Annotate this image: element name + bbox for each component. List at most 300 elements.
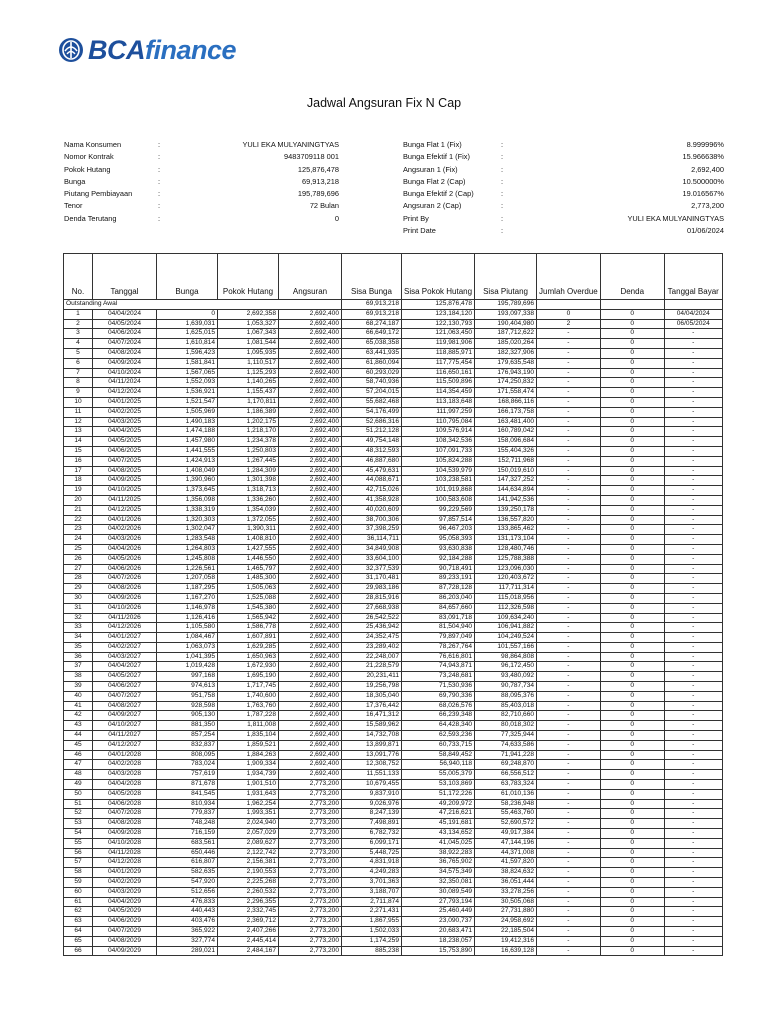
cell-pokok-hutang: 1,717,745 [218,682,279,692]
cell-tanggal-bayar: - [664,809,722,819]
cell-denda: 0 [600,848,664,858]
info-colon: : [501,176,504,186]
cell-sisa-pokok: 30,089,549 [402,887,475,897]
cell-sisa-piutang: 106,941,882 [475,623,537,633]
cell-no: 24 [64,535,93,545]
cell-denda: 0 [600,662,664,672]
cell-tanggal-bayar: - [664,652,722,662]
table-row [64,750,723,760]
cell-sisa-bunga: 6,782,732 [342,829,402,839]
table-row [64,642,723,652]
cell-no: 5 [64,348,93,358]
cell-pokok-hutang: 1,301,398 [218,476,279,486]
cell-no: 47 [64,760,93,770]
cell-denda: 0 [600,946,664,956]
info-value: 19.016567% [682,189,724,199]
cell-sisa-bunga: 14,732,708 [342,731,402,741]
cell-sisa-bunga: 17,376,442 [342,701,402,711]
cell-pokok-hutang: 1,336,260 [218,495,279,505]
info-label: Denda Terutang [64,213,117,223]
table-row [64,848,723,858]
customer-info-panel [64,139,339,225]
cell-tanggal: 04/05/2027 [93,672,157,682]
info-colon: : [501,152,504,162]
bca-finance-logo [58,36,236,64]
cell-bunga: 1,207,058 [157,574,218,584]
info-row [403,164,724,176]
cell-tanggal-bayar: - [664,613,722,623]
column-header: Denda [600,254,664,300]
cell-overdue: - [537,544,601,554]
cell-sisa-bunga: 13,899,871 [342,740,402,750]
cell-sisa-pokok: 104,539,979 [402,466,475,476]
cell-no: 26 [64,554,93,564]
cell-tanggal-bayar: - [664,897,722,907]
table-row [64,936,723,946]
table-row [64,525,723,535]
cell-tanggal-bayar: - [664,878,722,888]
info-row [403,200,724,212]
cell-bunga: 1,373,645 [157,486,218,496]
cell-tanggal: 04/01/2028 [93,750,157,760]
cell-pokok-hutang: 1,202,175 [218,417,279,427]
outstanding-sisa-pokok: 125,876,478 [402,300,475,310]
table-row [64,858,723,868]
cell-angsuran: 2,692,400 [279,417,342,427]
cell-tanggal: 04/05/2025 [93,437,157,447]
cell-tanggal: 04/04/2026 [93,544,157,554]
cell-sisa-bunga: 55,682,468 [342,397,402,407]
cell-tanggal: 04/10/2026 [93,603,157,613]
cell-denda: 0 [600,486,664,496]
cell-denda: 0 [600,584,664,594]
cell-sisa-bunga: 52,686,316 [342,417,402,427]
cell-bunga: 1,283,548 [157,535,218,545]
cell-tanggal: 04/08/2025 [93,466,157,476]
cell-bunga: 327,774 [157,936,218,946]
info-colon: : [501,213,504,223]
cell-pokok-hutang: 2,156,381 [218,858,279,868]
cell-sisa-piutang: 141,942,536 [475,495,537,505]
cell-overdue: - [537,466,601,476]
cell-tanggal-bayar: - [664,329,722,339]
cell-tanggal: 04/04/2027 [93,662,157,672]
cell-denda: 0 [600,446,664,456]
cell-sisa-pokok: 101,919,868 [402,486,475,496]
cell-no: 19 [64,486,93,496]
cell-bunga: 1,581,841 [157,358,218,368]
cell-angsuran: 2,692,400 [279,740,342,750]
info-value: 72 Bulan [309,201,339,211]
table-row [64,417,723,427]
page-title: Jadwal Angsuran Fix N Cap [306,96,462,110]
cell-sisa-bunga: 31,170,481 [342,574,402,584]
cell-sisa-bunga: 41,358,928 [342,495,402,505]
cell-no: 51 [64,799,93,809]
column-header: Tanggal [93,254,157,300]
cell-denda: 0 [600,652,664,662]
cell-sisa-pokok: 74,943,871 [402,662,475,672]
cell-angsuran: 2,773,200 [279,917,342,927]
cell-pokok-hutang: 1,267,445 [218,456,279,466]
cell-sisa-pokok: 83,091,718 [402,613,475,623]
cell-denda: 0 [600,819,664,829]
cell-bunga: 810,934 [157,799,218,809]
cell-pokok-hutang: 2,407,266 [218,927,279,937]
cell-denda: 0 [600,740,664,750]
cell-tanggal-bayar: - [664,721,722,731]
cell-tanggal-bayar: - [664,339,722,349]
cell-tanggal-bayar: - [664,731,722,741]
cell-pokok-hutang: 1,318,713 [218,486,279,496]
cell-no: 25 [64,544,93,554]
cell-sisa-piutang: 33,278,256 [475,887,537,897]
cell-tanggal: 04/02/2027 [93,642,157,652]
table-row [64,446,723,456]
cell-sisa-bunga: 37,398,259 [342,525,402,535]
cell-angsuran: 2,692,400 [279,525,342,535]
cell-sisa-pokok: 27,793,194 [402,897,475,907]
table-row [64,907,723,917]
cell-tanggal: 04/11/2027 [93,731,157,741]
cell-sisa-bunga: 2,711,874 [342,897,402,907]
cell-overdue: - [537,838,601,848]
info-row [64,151,339,163]
cell-tanggal: 04/06/2026 [93,564,157,574]
cell-sisa-bunga: 29,983,186 [342,584,402,594]
cell-denda: 0 [600,339,664,349]
cell-sisa-pokok: 76,616,801 [402,652,475,662]
cell-tanggal: 04/01/2025 [93,397,157,407]
info-colon: : [158,189,161,199]
table-row [64,358,723,368]
cell-sisa-piutang: 176,943,190 [475,368,537,378]
cell-pokok-hutang: 1,859,521 [218,740,279,750]
cell-sisa-bunga: 51,212,128 [342,427,402,437]
cell-tanggal-bayar: - [664,456,722,466]
cell-tanggal: 04/09/2029 [93,946,157,956]
info-value: 125,876,478 [297,164,339,174]
cell-pokok-hutang: 1,835,104 [218,731,279,741]
cell-tanggal: 04/10/2024 [93,368,157,378]
cell-no: 49 [64,780,93,790]
cell-sisa-pokok: 119,981,906 [402,339,475,349]
table-row [64,564,723,574]
cell-tanggal-bayar: - [664,544,722,554]
cell-pokok-hutang: 1,170,811 [218,397,279,407]
cell-pokok-hutang: 2,089,627 [218,838,279,848]
cell-sisa-piutang: 147,327,252 [475,476,537,486]
cell-sisa-piutang: 158,096,684 [475,437,537,447]
cell-overdue: - [537,750,601,760]
table-row [64,691,723,701]
cell-denda: 0 [600,799,664,809]
cell-no: 59 [64,878,93,888]
table-row [64,711,723,721]
cell-pokok-hutang: 2,692,358 [218,309,279,319]
cell-bunga: 905,130 [157,711,218,721]
cell-bunga: 476,833 [157,897,218,907]
cell-denda: 0 [600,633,664,643]
cell-no: 58 [64,868,93,878]
cell-sisa-piutang: 22,185,504 [475,927,537,937]
cell-sisa-bunga: 36,114,711 [342,535,402,545]
cell-overdue: - [537,603,601,613]
cell-bunga: 1,567,065 [157,368,218,378]
info-row [403,176,724,188]
cell-tanggal: 04/06/2024 [93,329,157,339]
cell-tanggal-bayar: - [664,466,722,476]
cell-denda: 0 [600,515,664,525]
installment-schedule-table [63,253,723,956]
cell-bunga: 512,656 [157,887,218,897]
cell-overdue: - [537,564,601,574]
info-row [64,188,339,200]
cell-tanggal: 04/12/2025 [93,505,157,515]
info-label: Nama Konsumen [64,140,122,149]
bca-logo-icon [58,37,84,63]
cell-angsuran: 2,773,200 [279,799,342,809]
cell-angsuran: 2,692,400 [279,378,342,388]
cell-bunga: 1,302,047 [157,525,218,535]
table-row [64,917,723,927]
cell-pokok-hutang: 1,695,190 [218,672,279,682]
cell-sisa-piutang: 125,788,388 [475,554,537,564]
cell-bunga: 1,424,913 [157,456,218,466]
cell-sisa-pokok: 69,790,336 [402,691,475,701]
cell-denda: 0 [600,476,664,486]
cell-sisa-piutang: 61,010,136 [475,789,537,799]
cell-tanggal: 04/06/2028 [93,799,157,809]
cell-sisa-piutang: 131,173,104 [475,535,537,545]
cell-tanggal: 04/07/2029 [93,927,157,937]
cell-sisa-pokok: 103,238,581 [402,476,475,486]
cell-sisa-piutang: 182,327,906 [475,348,537,358]
cell-sisa-piutang: 174,250,832 [475,378,537,388]
cell-bunga: 997,168 [157,672,218,682]
cell-denda: 0 [600,368,664,378]
cell-pokok-hutang: 1,390,311 [218,525,279,535]
cell-sisa-piutang: 69,248,870 [475,760,537,770]
table-row [64,329,723,339]
cell-sisa-pokok: 121,063,450 [402,329,475,339]
cell-angsuran: 2,692,400 [279,691,342,701]
brand-name [88,36,236,64]
cell-sisa-bunga: 1,174,259 [342,936,402,946]
cell-denda: 0 [600,770,664,780]
cell-denda: 0 [600,701,664,711]
info-value: YULI EKA MULYANINGTYAS [242,140,339,149]
cell-overdue: - [537,917,601,927]
cell-sisa-bunga: 45,479,631 [342,466,402,476]
cell-tanggal-bayar: - [664,427,722,437]
cell-sisa-bunga: 20,231,411 [342,672,402,682]
cell-angsuran: 2,692,400 [279,672,342,682]
cell-tanggal: 04/01/2029 [93,868,157,878]
cell-no: 65 [64,936,93,946]
cell-bunga: 748,248 [157,819,218,829]
cell-bunga: 683,561 [157,838,218,848]
cell-denda: 0 [600,809,664,819]
column-header: Bunga [157,254,218,300]
cell-no: 53 [64,819,93,829]
cell-no: 11 [64,407,93,417]
cell-no: 54 [64,829,93,839]
cell-tanggal: 04/12/2027 [93,740,157,750]
cell-bunga: 1,552,093 [157,378,218,388]
cell-sisa-pokok: 32,350,081 [402,878,475,888]
cell-overdue: 2 [537,319,601,329]
cell-denda: 0 [600,760,664,770]
cell-tanggal-bayar: - [664,750,722,760]
cell-denda: 0 [600,348,664,358]
cell-tanggal-bayar: - [664,691,722,701]
info-value: 8.999996% [686,140,724,149]
cell-pokok-hutang: 1,672,930 [218,662,279,672]
table-header-row [64,254,723,300]
cell-pokok-hutang: 2,369,712 [218,917,279,927]
cell-overdue: - [537,476,601,486]
cell-sisa-pokok: 109,576,914 [402,427,475,437]
cell-tanggal: 04/06/2029 [93,917,157,927]
cell-sisa-pokok: 20,683,471 [402,927,475,937]
cell-pokok-hutang: 2,122,742 [218,848,279,858]
table-row [64,780,723,790]
cell-denda: 0 [600,456,664,466]
cell-overdue: - [537,652,601,662]
cell-overdue: - [537,878,601,888]
cell-sisa-piutang: 16,639,128 [475,946,537,956]
cell-pokok-hutang: 1,095,935 [218,348,279,358]
cell-tanggal: 04/11/2025 [93,495,157,505]
cell-sisa-piutang: 49,917,384 [475,829,537,839]
cell-sisa-pokok: 115,509,896 [402,378,475,388]
cell-pokok-hutang: 1,186,389 [218,407,279,417]
cell-sisa-bunga: 32,377,539 [342,564,402,574]
cell-angsuran: 2,692,400 [279,486,342,496]
cell-angsuran: 2,773,200 [279,868,342,878]
table-row [64,887,723,897]
cell-pokok-hutang: 2,190,553 [218,868,279,878]
cell-overdue: - [537,535,601,545]
cell-sisa-piutang: 55,463,760 [475,809,537,819]
cell-no: 34 [64,633,93,643]
cell-bunga: 808,095 [157,750,218,760]
cell-bunga: 1,474,188 [157,427,218,437]
cell-angsuran: 2,692,400 [279,456,342,466]
cell-no: 23 [64,525,93,535]
cell-pokok-hutang: 2,484,167 [218,946,279,956]
cell-no: 14 [64,437,93,447]
cell-denda: 0 [600,329,664,339]
cell-sisa-bunga: 19,256,798 [342,682,402,692]
cell-tanggal-bayar: - [664,927,722,937]
table-row [64,319,723,329]
cell-sisa-pokok: 41,045,025 [402,838,475,848]
cell-no: 61 [64,897,93,907]
cell-overdue: - [537,662,601,672]
table-row [64,721,723,731]
info-value: 0 [334,213,339,223]
cell-no: 44 [64,731,93,741]
cell-tanggal: 04/02/2029 [93,878,157,888]
cell-angsuran: 2,692,400 [279,466,342,476]
table-row [64,495,723,505]
cell-overdue: - [537,623,601,633]
cell-no: 64 [64,927,93,937]
table-row [64,554,723,564]
cell-sisa-piutang: 163,481,400 [475,417,537,427]
cell-overdue: - [537,691,601,701]
cell-no: 10 [64,397,93,407]
cell-overdue: - [537,848,601,858]
brand-name-rest: finance [145,35,237,65]
info-row [64,139,339,151]
cell-sisa-pokok: 58,849,452 [402,750,475,760]
cell-sisa-bunga: 48,312,593 [342,446,402,456]
cell-no: 4 [64,339,93,349]
info-colon: : [501,226,504,236]
cell-angsuran: 2,692,400 [279,427,342,437]
table-row [64,544,723,554]
info-colon: : [158,164,161,174]
cell-sisa-bunga: 3,188,707 [342,887,402,897]
cell-tanggal-bayar: - [664,397,722,407]
cell-tanggal: 04/05/2029 [93,907,157,917]
cell-pokok-hutang: 1,962,254 [218,799,279,809]
cell-sisa-pokok: 100,583,608 [402,495,475,505]
cell-bunga: 1,625,015 [157,329,218,339]
info-colon: : [501,189,504,199]
cell-bunga: 1,639,031 [157,319,218,329]
cell-bunga: 1,536,921 [157,388,218,398]
cell-bunga: 1,146,978 [157,603,218,613]
cell-pokok-hutang: 1,053,327 [218,319,279,329]
cell-sisa-bunga: 65,038,358 [342,339,402,349]
cell-sisa-bunga: 61,860,094 [342,358,402,368]
table-row [64,427,723,437]
cell-pokok-hutang: 1,081,544 [218,339,279,349]
cell-angsuran: 2,692,400 [279,564,342,574]
cell-overdue: - [537,525,601,535]
cell-sisa-piutang: 85,403,018 [475,701,537,711]
cell-bunga: 928,598 [157,701,218,711]
table-row [64,476,723,486]
table-row [64,809,723,819]
cell-sisa-piutang: 171,558,474 [475,388,537,398]
cell-angsuran: 2,773,200 [279,897,342,907]
outstanding-sisa-bunga: 69,913,218 [342,300,402,310]
cell-tanggal: 04/11/2028 [93,848,157,858]
cell-tanggal: 04/03/2028 [93,770,157,780]
cell-angsuran: 2,773,200 [279,946,342,956]
cell-overdue: - [537,682,601,692]
cell-angsuran: 2,773,200 [279,848,342,858]
cell-sisa-piutang: 66,556,512 [475,770,537,780]
info-label: Angsuran 1 (Fix) [403,164,458,174]
cell-no: 13 [64,427,93,437]
cell-pokok-hutang: 1,629,285 [218,642,279,652]
cell-sisa-piutang: 185,020,264 [475,339,537,349]
cell-sisa-pokok: 89,233,191 [402,574,475,584]
cell-denda: 0 [600,505,664,515]
cell-no: 16 [64,456,93,466]
cell-denda: 0 [600,613,664,623]
cell-tanggal: 04/04/2025 [93,427,157,437]
cell-tanggal-bayar: - [664,780,722,790]
cell-angsuran: 2,773,200 [279,780,342,790]
cell-tanggal-bayar: 06/05/2024 [664,319,722,329]
